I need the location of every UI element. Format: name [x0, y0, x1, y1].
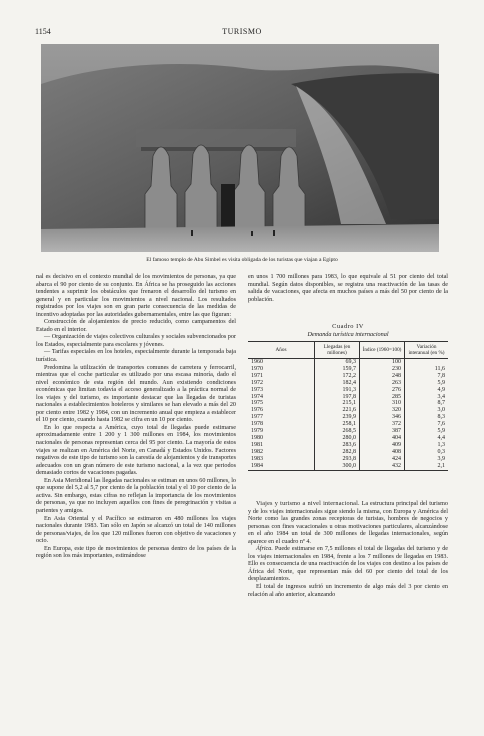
cell-arrivals: 69,3 — [315, 359, 360, 366]
table-row — [248, 407, 448, 414]
cell-year: 1979 — [251, 428, 263, 435]
paragraph-text: El total de ingresos sufrió un incremento de algo más del 3 por ciento en relación al año anterior, alcanzando — [248, 584, 448, 598]
cell-arrivals: 282,8 — [315, 449, 360, 456]
cell-year: 1981 — [251, 441, 263, 448]
cell-variation: 4,4 — [405, 435, 449, 442]
cell-index: 276 — [360, 387, 405, 394]
cell-variation: 3,4 — [405, 394, 449, 401]
cell-index: 263 — [360, 380, 405, 387]
table-row — [248, 380, 448, 387]
cell-year: 1983 — [251, 455, 263, 462]
paragraph: Predomina la utilización de transportes comunes de carretera y ferrocarril, mientras que el coche particular es utilizado por una escasa minoría, dado el nivel económico de esta región del mundo. Aun existiendo condiciones económicas que limitan todavía el acceso generalizado a la práctica normal de los viajes y del turismo, es importante destacar que las llegadas de turistas nacionales a establecimientos hoteleros y similares se han elevado a más del 20 por ciento entre 1982 y 1984, con un incremento anual que empieza a establecer el 10 por ciento, cuando hasta 1982 se cifra en un 10 por ciento. — [36, 364, 236, 424]
cell-variation: 2,1 — [405, 463, 449, 470]
running-title: TURISMO — [222, 27, 262, 36]
table-row — [248, 373, 448, 380]
section-lead: África. — [256, 546, 273, 553]
table-cuadro-iv — [248, 323, 448, 471]
cell-year: 1984 — [248, 463, 315, 470]
cell-index: 230 — [360, 366, 405, 373]
cell-variation: 11,6 — [405, 366, 449, 373]
cell-index: 310 — [360, 400, 405, 407]
cell-year: 1980 — [251, 434, 263, 441]
table-header-row — [248, 342, 448, 359]
cell-index: 424 — [360, 456, 405, 463]
demand-table — [248, 341, 448, 471]
cell-variation: 7,6 — [405, 421, 449, 428]
table-row — [248, 366, 448, 373]
paragraph — [248, 546, 448, 584]
cell-index: 320 — [360, 407, 405, 414]
cell-year: 1978 — [251, 421, 263, 428]
table-subtitle: Demanda turística internacional — [307, 331, 389, 338]
section-lead: Viajes y turismo a nivel internacional. — [256, 500, 360, 507]
paragraph: nal es decisivo en el contexto mundial de los movimientos de personas, ya que abarca el 90 por ciento de su conjunto. En África se ha proseguido las acciones tendentes a suprimir los obstáculos que frenaron el desarrollo del turismo en general y en particular los movimientos a nivel nacional. Los resultados registrados por los viajes son en gran parte consecuencia de las medidas de incentivo adoptadas por las autoridades gubernamentales, entre las que figuran: — [36, 274, 236, 318]
cell-index: 100 — [360, 359, 405, 366]
paragraph: — Tarifas especiales en los hoteles, especialmente durante la temporada baja turística. — [36, 349, 236, 364]
cell-arrivals: 239,9 — [315, 414, 360, 421]
cell-index: 372 — [360, 421, 405, 428]
right-column-text — [248, 500, 448, 599]
cell-index: 404 — [360, 435, 405, 442]
cell-variation: 5,9 — [405, 428, 449, 435]
paragraph-text: La estructura principal del turismo y de los viajes internacionales sigue siendo la misma, con Europa y América del Norte como las grandes zonas receptoras de turistas, hombres de negocios y personas con fines vacacionales u otras motivaciones particulares, alcanzándose en el año 1984 un total de 300 millones de llegadas internacionales, según aparece en el cuadro nº 4. — [248, 501, 449, 545]
cell-arrivals: 283,6 — [315, 442, 360, 449]
cell-variation: 1,3 — [405, 442, 449, 449]
paragraph: — Organización de viajes colectivos culturales y sociales subvencionados por los Estados, especialmente para escolares y jóvenes. — [36, 334, 236, 348]
cell-year: 1974 — [251, 393, 263, 400]
page-number: 1154 — [35, 27, 51, 36]
table-row — [248, 414, 448, 421]
paragraph: En Asia Meridional las llegadas nacionales se estiman en unos 60 millones, lo que supone del 5,2 al 5,7 por ciento de la población total y el 10 por ciento de la activa. Sin embargo, estas cifras no reflejan la importancia de los movimientos de personas, ya que no incluyen aquellos con fines de peregrinación y visitas a parientes y amigos. — [36, 477, 236, 514]
table-row — [248, 456, 448, 463]
abu-simbel-photo — [41, 44, 439, 252]
cell-year: 1975 — [251, 400, 263, 407]
left-column — [36, 274, 236, 561]
cell-year: 1972 — [251, 379, 263, 386]
table-row — [248, 463, 448, 470]
table-row — [248, 394, 448, 401]
cell-arrivals: 159,7 — [315, 366, 360, 373]
table-row — [248, 442, 448, 449]
cell-year: 1977 — [251, 414, 263, 421]
col-header-variation: Variación interanual (en %) — [405, 342, 449, 359]
cell-arrivals: 197,8 — [315, 394, 360, 401]
cell-variation: 0,3 — [405, 449, 449, 456]
cell-arrivals: 258,1 — [315, 421, 360, 428]
paragraph — [248, 584, 448, 599]
table-row — [248, 359, 448, 366]
cell-arrivals: 172,2 — [315, 373, 360, 380]
cell-variation: 3,0 — [405, 407, 449, 414]
table-row — [248, 449, 448, 456]
cell-index: 432 — [360, 463, 405, 470]
table-title: Cuadro IV — [332, 323, 364, 330]
cell-variation — [405, 359, 449, 366]
cell-variation: 3,9 — [405, 456, 449, 463]
table-row — [248, 400, 448, 407]
cell-variation: 4,9 — [405, 387, 449, 394]
table-row — [248, 435, 448, 442]
paragraph: en unos 1 700 millones para 1983, lo que equivale al 51 por ciento del total mundial. Según datos disponibles, se registra una reactivación de las tasas de salida de vacaciones, que afecta en muchos países a más del 50 por ciento de la población. — [248, 274, 448, 303]
paragraph: Construcción de alojamientos de precio reducido, como campamentos del Estado en el interior. — [36, 319, 236, 333]
cell-arrivals: 293,8 — [315, 456, 360, 463]
cell-variation: 8,3 — [405, 414, 449, 421]
cell-arrivals: 215,1 — [315, 400, 360, 407]
table-row — [248, 428, 448, 435]
cell-index: 387 — [360, 428, 405, 435]
col-header-index: Índice (1960=100) — [360, 342, 405, 359]
cell-index: 409 — [360, 442, 405, 449]
temple-illustration — [41, 44, 439, 252]
cell-arrivals: 280,0 — [315, 435, 360, 442]
cell-index: 346 — [360, 414, 405, 421]
cell-index: 285 — [360, 394, 405, 401]
cell-variation: 5,9 — [405, 380, 449, 387]
paragraph: En Europa, este tipo de movimientos de personas dentro de los países de la región son los más importantes, estimándose — [36, 545, 236, 560]
cell-year: 1976 — [251, 407, 263, 414]
cell-year: 1960 — [251, 359, 263, 365]
col-header-years: Años — [248, 342, 315, 359]
paragraph: En lo que respecta a América, cuyo total de llegadas puede estimarse aproximadamente entre 1 200 y 1 300 millones en 1984, los movimientos nacionales de personas representan cerca del 95 por ciento. La mayoría de estos viajes se realizan en América del Norte, en Canadá y Estados Unidos. Factores negativos de este tipo de turismo son la carestía de alojamientos y de transportes adecuados con un gran número de este turismo nacional, a la vez que periodos demasiado cortos de vacaciones pagadas. — [36, 424, 236, 477]
cell-variation: 7,8 — [405, 373, 449, 380]
right-column-intro — [248, 274, 448, 304]
cell-year: 1973 — [251, 386, 263, 393]
cell-index: 408 — [360, 449, 405, 456]
cell-year: 1971 — [251, 372, 263, 379]
paragraph: En Asia Oriental y el Pacífico se estimaron en 480 millones los viajes nacionales durante 1983. Tan sólo en Japón se alcanzó un total de 140 millones de personas/viajes, de los que 120 millones fueron con objetivo de vacaciones y ocio. — [36, 515, 236, 545]
cell-year: 1970 — [251, 365, 263, 372]
figure-caption: El famoso templo de Abu Simbel es visita obligada de los turistas que viajan a Egipto — [146, 257, 338, 263]
col-header-arrivals: Llegadas (en millones) — [315, 342, 360, 359]
cell-arrivals: 182,4 — [315, 380, 360, 387]
cell-year: 1982 — [251, 448, 263, 455]
paragraph — [248, 500, 448, 546]
cell-arrivals: 221,6 — [315, 407, 360, 414]
cell-variation: 8,7 — [405, 400, 449, 407]
cell-arrivals: 191,3 — [315, 387, 360, 394]
cell-arrivals: 300,0 — [315, 463, 360, 470]
table-body — [248, 359, 448, 471]
paragraph-text: Puede estimarse en 7,5 millones el total de llegadas del turismo y de los viajes internacionales en 1984, frente a los 7 millones de llegadas en 1983. Ello es consecuencia de una reactivación de los viajes con destino a los países de África del Norte, que representan más del 60 por ciento del total de los desplazamientos. — [248, 546, 448, 583]
cell-index: 248 — [360, 373, 405, 380]
table-row — [248, 387, 448, 394]
cell-arrivals: 268,5 — [315, 428, 360, 435]
table-row — [248, 421, 448, 428]
